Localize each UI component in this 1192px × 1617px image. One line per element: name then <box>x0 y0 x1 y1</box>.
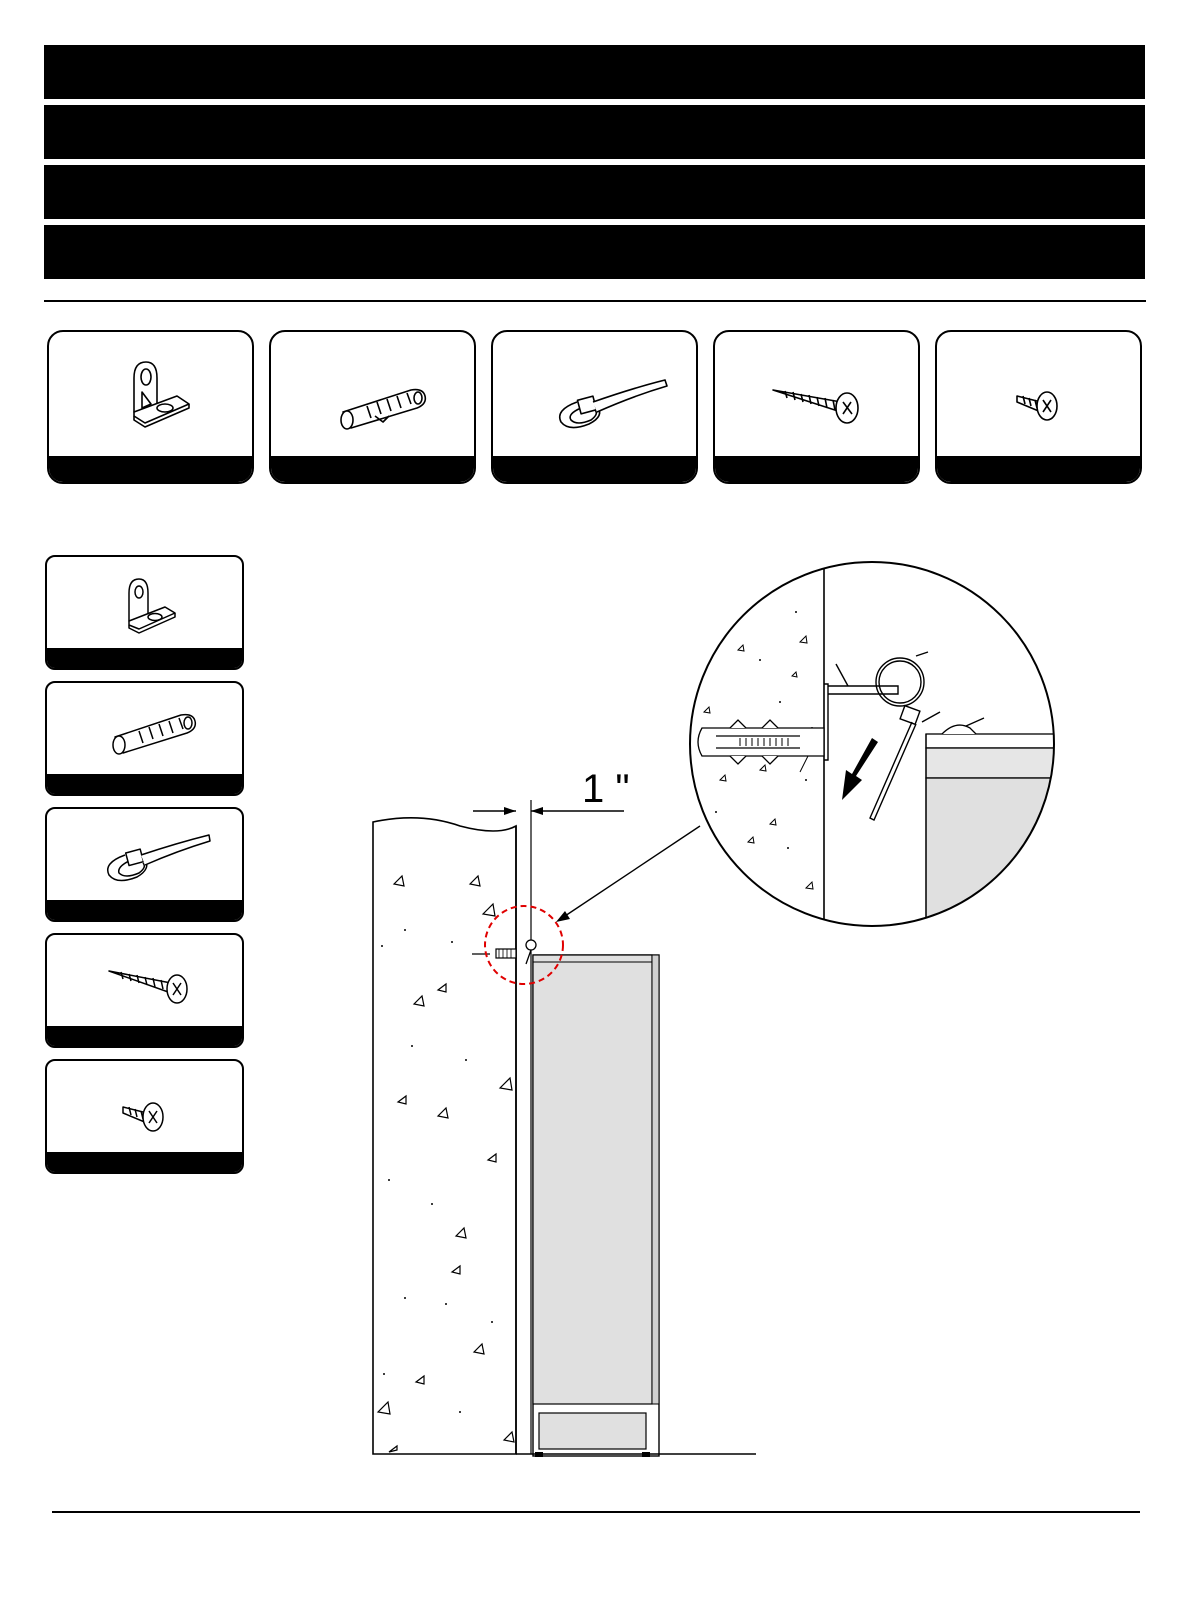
zoom-detail <box>680 550 1056 958</box>
gap-dimension-label: 1 " <box>582 767 630 811</box>
detail-leader <box>556 826 700 922</box>
wall-section <box>373 800 531 1454</box>
wine-cooler-side-view <box>516 955 756 1457</box>
gap-dimension <box>473 767 630 815</box>
